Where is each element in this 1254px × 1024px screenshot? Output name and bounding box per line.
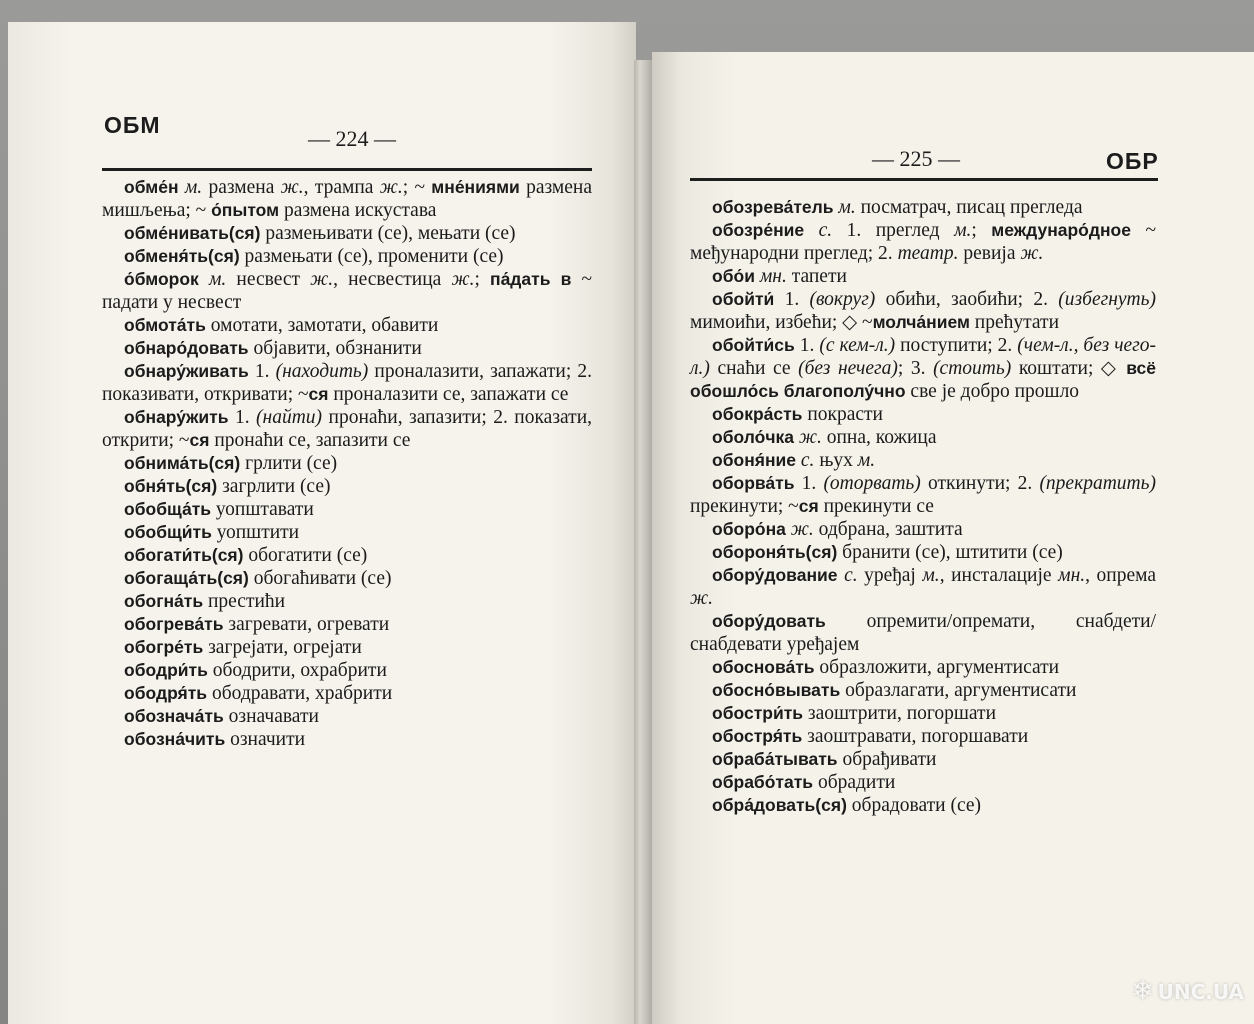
translation-text: 1. [774, 289, 810, 310]
translation-text: омотати, замотати, обавити [205, 315, 439, 336]
headword: обнима́ть(ся) [124, 453, 241, 473]
headword: оборо́на [712, 519, 786, 539]
headword: па́дать в [490, 269, 572, 289]
headword: обокра́сть [712, 404, 803, 424]
translation-text: ревија [958, 243, 1021, 264]
grammar-label: ж. [451, 269, 475, 290]
translation-text: пронаћи, запазити; 2. показати, открити; ~ [102, 407, 593, 451]
grammar-label: м. [954, 220, 972, 241]
dictionary-entry [690, 610, 1156, 656]
translation-text: прекинути; ~ [690, 496, 799, 517]
headword: обознача́ть [124, 706, 224, 726]
headword: обмота́ть [124, 315, 206, 335]
translation-text: уређај [857, 565, 923, 586]
grammar-label: с. [844, 565, 858, 586]
headword: оболо́чка [712, 427, 794, 447]
grammar-label: м. [838, 197, 856, 218]
grammar-label: (найти) [256, 407, 323, 428]
dictionary-entry [102, 498, 592, 521]
translation-text: све је добро прошло [905, 381, 1080, 402]
grammar-label: (избегнуть) [1058, 289, 1156, 310]
translation-text: размена искустава [279, 200, 437, 221]
dictionary-entry [102, 314, 592, 337]
left-page [8, 22, 636, 1024]
translation-text: коштати; ◇ [1011, 358, 1127, 379]
dictionary-entry [690, 564, 1156, 610]
translation-text: грлити (се) [240, 453, 338, 474]
translation-text: посматрач, писац прегледа [855, 197, 1083, 218]
translation-text: обрађивати [837, 749, 937, 770]
dictionary-entry [690, 794, 1156, 817]
translation-text: прекинути се [818, 496, 934, 517]
headword: обнаро́довать [124, 338, 249, 358]
translation-text: образложити, аргументисати [814, 657, 1060, 678]
translation-text: обрадити [813, 772, 896, 793]
headword: всё обошло́сь благополу́чно [690, 358, 1157, 401]
headword: обме́н [124, 177, 179, 197]
translation-text: заоштравати, погоршавати [802, 726, 1029, 747]
dictionary-entry [690, 449, 1156, 472]
translation-text [199, 269, 209, 290]
headword: обрабо́тать [712, 772, 814, 792]
translation-text: образлагати, аргументисати [840, 680, 1077, 701]
dictionary-entry [102, 475, 592, 498]
translation-text: опремити/опремати, снабдети/снабдевати уређајем [690, 611, 1156, 655]
translation-text: размена [202, 177, 281, 198]
grammar-label: (чем-л., без чего-л.) [690, 335, 1157, 379]
grammar-label: (вокруг) [809, 289, 876, 310]
headword: обозре́ние [712, 220, 805, 240]
translation-text: објавити, обзнанити [248, 338, 422, 359]
grammar-label: ж. [310, 269, 334, 290]
headword: обогре́ть [124, 637, 204, 657]
grammar-label: (с кем-л.) [819, 335, 896, 356]
headword: о́пытом [211, 200, 280, 220]
dictionary-entry [690, 541, 1156, 564]
dictionary-entry [102, 268, 592, 314]
dictionary-entry [102, 452, 592, 475]
dictionary-entry [690, 334, 1156, 403]
grammar-label: ж. [1020, 243, 1044, 264]
headword: обогрева́ть [124, 614, 224, 634]
dictionary-entry [102, 176, 592, 222]
dictionary-entry [102, 613, 592, 636]
watermark [1132, 976, 1244, 1006]
headword: обра́довать(ся) [712, 795, 847, 815]
translation-text: снаћи се [709, 358, 799, 379]
translation-text: размена мишљења; ~ [102, 177, 593, 221]
dictionary-entry [690, 196, 1156, 219]
translation-text: , трампа [303, 177, 380, 198]
grammar-label: ж. [280, 177, 304, 198]
headword: обогна́ть [124, 591, 204, 611]
translation-text: проналазити се, запажати се [328, 384, 569, 405]
grammar-label: мн. [759, 266, 787, 287]
dictionary-entry [102, 544, 592, 567]
translation-text: загрлити (се) [217, 476, 331, 497]
headword: мне́ниями [431, 177, 520, 197]
headword: обме́нивать(ся) [124, 223, 261, 243]
dictionary-entry [690, 725, 1156, 748]
translation-text: обићи, заобићи; 2. [875, 289, 1059, 310]
translation-text: заоштрити, погоршати [803, 703, 997, 724]
right-running-head: ОБР [1106, 148, 1159, 174]
dictionary-entry [690, 403, 1156, 426]
translation-text: обогатити (се) [243, 545, 368, 566]
left-running-head: ОБМ [104, 112, 161, 138]
dictionary-entry [102, 567, 592, 590]
headword: обобща́ть [124, 499, 212, 519]
translation-text: њух [814, 450, 858, 471]
headword: молча́нием [872, 312, 970, 332]
right-page [652, 52, 1254, 1024]
dictionary-entry [102, 222, 592, 245]
headword: о́бморок [124, 269, 199, 289]
dictionary-entry [102, 705, 592, 728]
dictionary-entry [690, 426, 1156, 449]
snowflake-icon: ❄ [1131, 976, 1154, 1006]
translation-text: 1. [794, 473, 824, 494]
headword: обосно́вывать [712, 680, 841, 700]
translation-text: ~ падати у несвест [102, 269, 593, 313]
translation-text: означити [225, 729, 306, 750]
headword: обозрева́тель [712, 197, 834, 217]
dictionary-entry [690, 702, 1156, 725]
translation-text: , опрема [1085, 565, 1157, 586]
dictionary-entry [102, 590, 592, 613]
headword: обнару́живать [124, 361, 249, 381]
translation-text: , инсталације [939, 565, 1059, 586]
translation-text: 1. преглед [832, 220, 955, 241]
headword: ободря́ть [124, 683, 208, 703]
headword: обменя́ть(ся) [124, 246, 240, 266]
grammar-label: (без нечега) [798, 358, 898, 379]
translation-text: размењивати (се), мењати (се) [260, 223, 516, 244]
translation-text: , несвестица [333, 269, 452, 290]
translation-text: тапети [786, 266, 847, 287]
grammar-label: м. [857, 450, 876, 471]
translation-text: 1. [248, 361, 276, 382]
translation-text: прећутати [969, 312, 1060, 333]
translation-text: опна, кожица [821, 427, 937, 448]
headword: обогати́ть(ся) [124, 545, 244, 565]
dictionary-entry [690, 219, 1156, 265]
left-entries [102, 176, 592, 751]
grammar-label: мн. [1058, 565, 1086, 586]
grammar-label: с. [800, 450, 815, 471]
translation-text: мимоићи, избећи; ◇ ~ [690, 312, 873, 333]
grammar-label: ж. [790, 519, 814, 540]
translation-text: откинути; 2. [920, 473, 1040, 494]
translation-text: бранити (се), штитити (се) [837, 542, 1063, 563]
grammar-label: ж. [690, 588, 714, 609]
grammar-label: м. [184, 177, 203, 198]
grammar-label: (стоить) [933, 358, 1012, 379]
headword: обраба́тывать [712, 749, 838, 769]
translation-text: обогаћивати (се) [248, 568, 392, 589]
headword: ся [189, 430, 210, 450]
translation-text: ~ међународни преглед; 2. [690, 220, 1156, 264]
translation-text: пронаћи се, запазити се [209, 430, 411, 451]
translation-text: одбрана, заштита [813, 519, 963, 540]
translation-text: 1. [228, 407, 257, 428]
book-spine [634, 60, 654, 1024]
headword: обостри́ть [712, 703, 804, 723]
headword: обоня́ние [712, 450, 797, 470]
grammar-label: с. [818, 220, 833, 241]
headword: обору́дование [712, 565, 838, 585]
dictionary-entry [102, 682, 592, 705]
headword: обоснова́ть [712, 657, 815, 677]
grammar-label: (находить) [275, 361, 369, 382]
right-header-rule [690, 178, 1158, 181]
right-page-number: — 225 — [872, 146, 960, 171]
headword: оборва́ть [712, 473, 795, 493]
headword: ся [308, 384, 329, 404]
dictionary-entry [690, 679, 1156, 702]
headword: обозна́чить [124, 729, 226, 749]
headword: обостря́ть [712, 726, 803, 746]
dictionary-entry [690, 748, 1156, 771]
dictionary-entry [102, 406, 592, 452]
headword: ся [798, 496, 819, 516]
dictionary-entry [102, 636, 592, 659]
dictionary-entry [690, 656, 1156, 679]
translation-text [804, 220, 818, 241]
dictionary-entry [102, 659, 592, 682]
grammar-label: м. [208, 269, 227, 290]
dictionary-entry [102, 245, 592, 268]
left-page-number: — 224 — [308, 126, 396, 151]
translation-text: ; 3. [897, 358, 934, 379]
headword: обобщи́ть [124, 522, 212, 542]
dictionary-entry [690, 472, 1156, 518]
translation-text: ободрити, охрабрити [207, 660, 387, 681]
translation-text: несвест [226, 269, 311, 290]
grammar-label: ж. [798, 427, 822, 448]
headword: обо́и [712, 266, 755, 286]
grammar-label: театр. [897, 243, 959, 264]
right-entries [690, 196, 1156, 817]
translation-text: загревати, огревати [223, 614, 390, 635]
translation-text: уопштити [211, 522, 300, 543]
translation-text: размењати (се), променити (се) [239, 246, 504, 267]
dictionary-entry [690, 265, 1156, 288]
dictionary-entry [102, 360, 592, 406]
translation-text: 1. [794, 335, 820, 356]
dictionary-entry [102, 337, 592, 360]
translation-text: ; [474, 269, 490, 290]
translation-text: престићи [203, 591, 286, 612]
headword: междунаро́дное [991, 220, 1131, 240]
watermark-text: UNC.UA [1157, 980, 1244, 1004]
headword: обороня́ть(ся) [712, 542, 838, 562]
translation-text: ободравати, храбрити [207, 683, 393, 704]
translation-text: покрасти [802, 404, 883, 425]
translation-text: проналазити, запажати; 2. показивати, откривати; ~ [102, 361, 593, 405]
dictionary-entry [690, 288, 1156, 334]
headword: обогаща́ть(ся) [124, 568, 249, 588]
grammar-label: м. [922, 565, 940, 586]
dictionary-entry [690, 771, 1156, 794]
headword: ободри́ть [124, 660, 208, 680]
grammar-label: (прекратить) [1039, 473, 1156, 494]
headword: обойти́сь [712, 335, 795, 355]
translation-text: уопштавати [211, 499, 314, 520]
translation-text: загрејати, огрејати [203, 637, 362, 658]
translation-text: поступити; 2. [895, 335, 1018, 356]
dictionary-entry [690, 518, 1156, 541]
grammar-label: ж. [379, 177, 403, 198]
left-header-rule [102, 168, 592, 171]
translation-text: обрадовати (се) [846, 795, 982, 816]
grammar-label: (оторвать) [823, 473, 921, 494]
dictionary-entry [102, 728, 592, 751]
headword: обнару́жить [124, 407, 229, 427]
dictionary-entry [102, 521, 592, 544]
translation-text: означавати [223, 706, 319, 727]
translation-text: ; ~ [402, 177, 432, 198]
headword: обору́довать [712, 611, 826, 631]
headword: обойти́ [712, 289, 775, 309]
headword: обня́ть(ся) [124, 476, 218, 496]
translation-text: ; [971, 220, 992, 241]
